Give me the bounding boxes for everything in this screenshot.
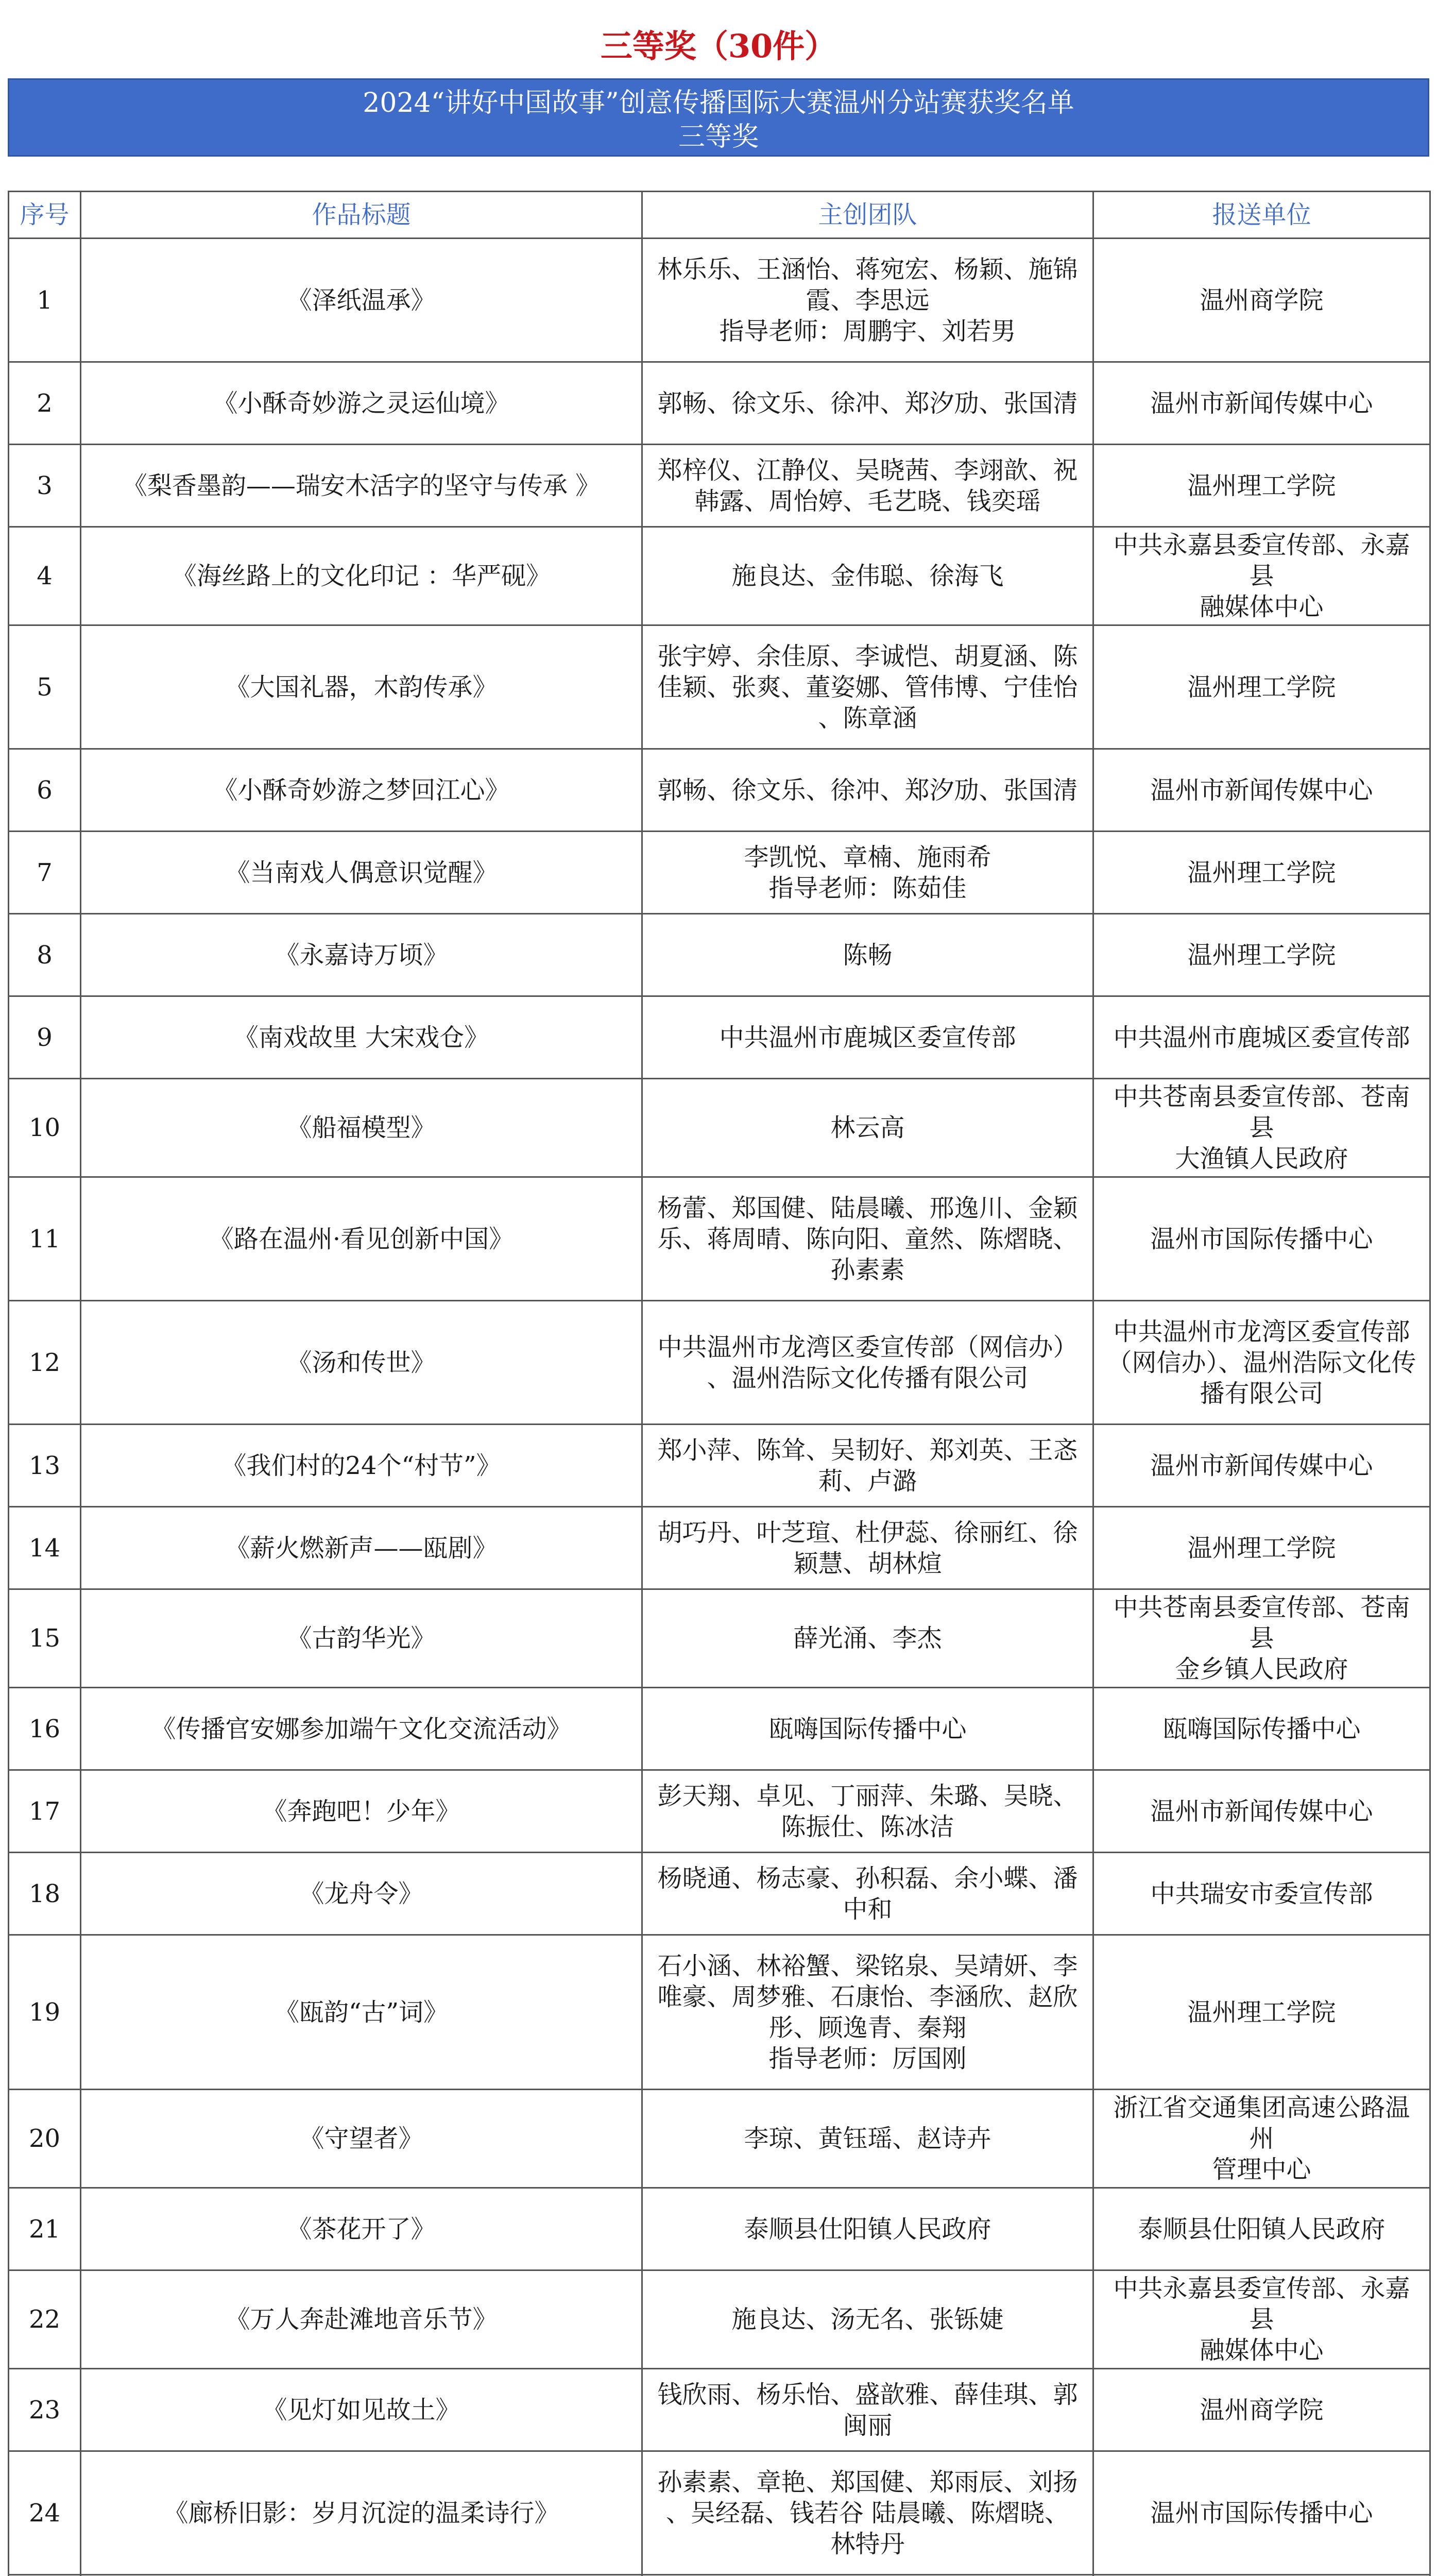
unit-line: 温州理工学院 — [1187, 940, 1336, 970]
cell-team — [642, 996, 1093, 1079]
unit-line: 中共永嘉县委宣传部、永嘉县 — [1113, 531, 1410, 590]
cell-no: 23 — [9, 2369, 81, 2451]
team-line: 杨蕾、郑国健、陆晨曦、邢逸川、金颖 — [657, 1193, 1078, 1223]
cell-team — [642, 2451, 1093, 2575]
unit-line: 浙江省交通集团高速公路温州 — [1113, 2093, 1410, 2153]
table-header-row — [9, 192, 1430, 239]
team-line: 、陈章涵 — [818, 703, 917, 733]
cell-title: 《梨香墨韵——瑞安木活字的坚守与传承 》 — [81, 445, 642, 527]
third-prize-banner — [8, 78, 1429, 157]
cell-unit — [1093, 239, 1430, 362]
cell-no: 8 — [9, 914, 81, 996]
table-row — [9, 2451, 1430, 2575]
cell-title: 《古韵华光》 — [81, 1589, 642, 1688]
team-line: 林特丹 — [830, 2529, 905, 2558]
team-line: 中共温州市鹿城区委宣传部 — [719, 1023, 1016, 1052]
cell-no: 13 — [9, 1425, 81, 1507]
cell-unit — [1093, 625, 1430, 749]
cell-no: 1 — [9, 239, 81, 362]
cell-unit — [1093, 1079, 1430, 1177]
cell-unit — [1093, 2270, 1430, 2369]
cell-title: 《小酥奇妙游之灵运仙境》 — [81, 362, 642, 445]
header-team: 主创团队 — [642, 192, 1093, 239]
cell-title: 《海丝路上的文化印记 ：华严砚》 — [81, 527, 642, 625]
team-line: 郑小萍、陈耸、吴韧好、郑刘英、王忞 — [657, 1435, 1078, 1465]
table-row — [9, 625, 1430, 749]
cell-no: 22 — [9, 2270, 81, 2369]
table-row — [9, 1079, 1430, 1177]
cell-title: 《薪火燃新声——瓯剧》 — [81, 1507, 642, 1589]
team-line: 乐、蒋周晴、陈向阳、童然、陈熠晓、 — [657, 1224, 1078, 1253]
cell-title: 《我们村的24个“村节”》 — [81, 1425, 642, 1507]
table-row — [9, 1177, 1430, 1301]
cell-no: 14 — [9, 1507, 81, 1589]
cell-title: 《茶花开了》 — [81, 2188, 642, 2270]
table-row — [9, 1507, 1430, 1589]
table-row — [9, 1688, 1430, 1770]
cell-unit — [1093, 2369, 1430, 2451]
cell-unit — [1093, 527, 1430, 625]
unit-line: 中共温州市龙湾区委宣传部 — [1113, 1317, 1410, 1346]
cell-title: 《传播官安娜参加端午文化交流活动》 — [81, 1688, 642, 1770]
cell-team — [642, 1079, 1093, 1177]
cell-team — [642, 2090, 1093, 2188]
team-line: 佳颖、张爽、董姿娜、管伟博、宁佳怡 — [657, 672, 1078, 702]
table-row — [9, 445, 1430, 527]
cell-title: 《瓯韵“古”词》 — [81, 1935, 642, 2090]
cell-no: 19 — [9, 1935, 81, 2090]
unit-line: （网信办）、温州浩际文化传 — [1107, 1348, 1416, 1377]
cell-title: 《万人奔赴滩地音乐节》 — [81, 2270, 642, 2369]
cell-unit — [1093, 1507, 1430, 1589]
team-line: 李凯悦、章楠、施雨希 — [744, 842, 991, 872]
unit-line: 金乡镇人民政府 — [1175, 1655, 1348, 1684]
team-line: 施良达、汤无名、张铄婕 — [731, 2305, 1004, 2334]
team-line: 郭畅、徐文乐、徐冲、郑汐劢、张国清 — [657, 388, 1078, 418]
team-line: 郭畅、徐文乐、徐冲、郑汐劢、张国清 — [657, 775, 1078, 805]
cell-title: 《汤和传世》 — [81, 1301, 642, 1425]
cell-no: 3 — [9, 445, 81, 527]
team-line: 陈畅 — [843, 940, 893, 970]
cell-unit — [1093, 362, 1430, 445]
team-line: 闽丽 — [843, 2411, 893, 2440]
table-row — [9, 2369, 1430, 2451]
cell-team — [642, 1507, 1093, 1589]
unit-line: 温州理工学院 — [1187, 858, 1336, 887]
table-row — [9, 2090, 1430, 2188]
table-row — [9, 527, 1430, 625]
cell-unit — [1093, 445, 1430, 527]
cell-team — [642, 749, 1093, 832]
cell-unit — [1093, 2451, 1430, 2575]
team-line: 唯豪、周梦雅、石康怡、李涵欣、赵欣 — [657, 1982, 1078, 2011]
unit-line: 融媒体中心 — [1200, 2336, 1324, 2365]
cell-team — [642, 239, 1093, 362]
table-row — [9, 2270, 1430, 2369]
team-line: 泰顺县仕阳镇人民政府 — [744, 2214, 991, 2244]
cell-title: 《廊桥旧影：岁月沉淀的温柔诗行》 — [81, 2451, 642, 2575]
cell-team — [642, 914, 1093, 996]
cell-team — [642, 1425, 1093, 1507]
unit-line: 管理中心 — [1212, 2155, 1311, 2184]
cell-no: 10 — [9, 1079, 81, 1177]
cell-team — [642, 445, 1093, 527]
cell-title: 《见灯如见故土》 — [81, 2369, 642, 2451]
table-row — [9, 832, 1430, 914]
team-line: 韩露、周怡婷、毛艺晓、钱奕瑶 — [694, 486, 1041, 516]
team-line: 李琼、黄钰瑶、赵诗卉 — [744, 2124, 991, 2153]
cell-title: 《泽纸温承》 — [81, 239, 642, 362]
table-row — [9, 1301, 1430, 1425]
table-row — [9, 1425, 1430, 1507]
table-row — [9, 996, 1430, 1079]
team-line: 林云高 — [830, 1113, 905, 1142]
team-line: 薛光涌、李杰 — [793, 1624, 942, 1653]
team-line: 林乐乐、王涵怡、蒋宛宏、杨颖、施锦 — [657, 255, 1078, 284]
cell-title: 《小酥奇妙游之梦回江心》 — [81, 749, 642, 832]
cell-team — [642, 2270, 1093, 2369]
cell-no: 5 — [9, 625, 81, 749]
unit-line: 融媒体中心 — [1200, 592, 1324, 621]
team-line: 陈振仕、陈冰洁 — [781, 1812, 954, 1841]
unit-line: 温州理工学院 — [1187, 672, 1336, 702]
team-line: 指导老师：厉国刚 — [768, 2044, 967, 2073]
cell-team — [642, 832, 1093, 914]
cell-team — [642, 1853, 1093, 1935]
unit-line: 泰顺县仕阳镇人民政府 — [1138, 2214, 1385, 2244]
cell-unit — [1093, 1935, 1430, 2090]
unit-line: 温州商学院 — [1200, 285, 1324, 315]
cell-unit — [1093, 996, 1430, 1079]
cell-unit — [1093, 2090, 1430, 2188]
header-unit: 报送单位 — [1093, 192, 1430, 239]
table-row — [9, 749, 1430, 832]
cell-no: 18 — [9, 1853, 81, 1935]
cell-title: 《南戏故里 大宋戏仓》 — [81, 996, 642, 1079]
table-row — [9, 1853, 1430, 1935]
cell-no: 4 — [9, 527, 81, 625]
team-line: 张宇婷、余佳原、李诚恺、胡夏涵、陈 — [657, 641, 1078, 671]
cell-unit — [1093, 914, 1430, 996]
cell-no: 9 — [9, 996, 81, 1079]
header-no: 序号 — [9, 192, 81, 239]
cell-team — [642, 1935, 1093, 2090]
cell-no: 17 — [9, 1770, 81, 1853]
table-row — [9, 362, 1430, 445]
cell-unit — [1093, 832, 1430, 914]
unit-line: 温州商学院 — [1200, 2395, 1324, 2425]
table-row — [9, 1770, 1430, 1853]
cell-team — [642, 1589, 1093, 1688]
cell-title: 《大国礼器，木韵传承》 — [81, 625, 642, 749]
table-row — [9, 914, 1430, 996]
cell-team — [642, 1177, 1093, 1301]
team-line: 孙素素 — [830, 1255, 905, 1284]
unit-line: 大渔镇人民政府 — [1175, 1144, 1348, 1173]
team-line: 彭天翔、卓见、丁丽萍、朱璐、吴晓、 — [657, 1781, 1078, 1810]
team-line: 指导老师：陈茹佳 — [768, 873, 967, 903]
cell-team — [642, 362, 1093, 445]
team-line: 颖慧、胡林煊 — [793, 1549, 942, 1578]
team-line: 孙素素、章艳、郑国健、郑雨辰、刘扬 — [657, 2467, 1078, 2497]
cell-title: 《永嘉诗万顷》 — [81, 914, 642, 996]
cell-title: 《奔跑吧！少年》 — [81, 1770, 642, 1853]
team-line: 莉、卢潞 — [818, 1466, 917, 1496]
unit-line: 温州市国际传播中心 — [1150, 2498, 1373, 2528]
team-line: 彤、顾逸青、秦翔 — [768, 2013, 967, 2042]
table-row — [9, 1589, 1430, 1688]
team-line: 郑梓仪、江静仪、吴晓茜、李翊歆、祝 — [657, 455, 1078, 485]
unit-line: 播有限公司 — [1200, 1379, 1324, 1408]
cell-no: 20 — [9, 2090, 81, 2188]
cell-unit — [1093, 1688, 1430, 1770]
unit-line: 中共苍南县委宣传部、苍南县 — [1113, 1593, 1410, 1653]
table-row — [9, 1935, 1430, 2090]
cell-team — [642, 2188, 1093, 2270]
cell-team — [642, 1301, 1093, 1425]
cell-no: 21 — [9, 2188, 81, 2270]
team-line: 瓯嗨国际传播中心 — [768, 1714, 967, 1743]
team-line: 、温州浩际文化传播有限公司 — [707, 1363, 1029, 1393]
cell-title: 《路在温州·看见创新中国》 — [81, 1177, 642, 1301]
cell-team — [642, 2369, 1093, 2451]
unit-line: 中共瑞安市委宣传部 — [1150, 1879, 1373, 1908]
third-prize-heading: 三等奖（30件） — [600, 27, 837, 65]
cell-team — [642, 1688, 1093, 1770]
cell-title: 《船福模型》 — [81, 1079, 642, 1177]
team-line: 钱欣雨、杨乐怡、盛歆雅、薛佳琪、郭 — [657, 2380, 1078, 2409]
unit-line: 温州市新闻传媒中心 — [1150, 1451, 1373, 1480]
cell-no: 6 — [9, 749, 81, 832]
cell-unit — [1093, 2188, 1430, 2270]
unit-line: 温州理工学院 — [1187, 471, 1336, 500]
unit-line: 中共苍南县委宣传部、苍南县 — [1113, 1082, 1410, 1142]
cell-unit — [1093, 1770, 1430, 1853]
header-title: 作品标题 — [81, 192, 642, 239]
cell-unit — [1093, 1589, 1430, 1688]
banner-title: 2024“讲好中国故事”创意传播国际大赛温州分站赛获奖名单 — [363, 88, 1074, 118]
cell-no: 24 — [9, 2451, 81, 2575]
cell-no: 2 — [9, 362, 81, 445]
cell-no: 15 — [9, 1589, 81, 1688]
cell-unit — [1093, 1301, 1430, 1425]
cell-no: 12 — [9, 1301, 81, 1425]
third-prize-table — [8, 191, 1431, 2576]
cell-title: 《龙舟令》 — [81, 1853, 642, 1935]
unit-line: 温州市国际传播中心 — [1150, 1224, 1373, 1253]
table-row — [9, 239, 1430, 362]
team-line: 中和 — [843, 1894, 893, 1924]
cell-title: 《当南戏人偶意识觉醒》 — [81, 832, 642, 914]
cell-unit — [1093, 1177, 1430, 1301]
team-line: 施良达、金伟聪、徐海飞 — [731, 562, 1004, 590]
cell-no: 16 — [9, 1688, 81, 1770]
team-line: 指导老师：周鹏宇、刘若男 — [719, 316, 1016, 346]
unit-line: 温州市新闻传媒中心 — [1150, 388, 1373, 418]
unit-line: 瓯嗨国际传播中心 — [1162, 1714, 1361, 1743]
unit-line: 温州理工学院 — [1187, 1997, 1336, 2027]
team-line: 杨晓通、杨志豪、孙积磊、余小蝶、潘 — [657, 1863, 1078, 1893]
team-line: 中共温州市龙湾区委宣传部（网信办） — [657, 1332, 1078, 1362]
team-line: 霞、李思远 — [806, 285, 930, 315]
cell-unit — [1093, 1853, 1430, 1935]
cell-title: 《守望者》 — [81, 2090, 642, 2188]
cell-unit — [1093, 749, 1430, 832]
unit-line: 温州理工学院 — [1187, 1533, 1336, 1563]
cell-team — [642, 625, 1093, 749]
banner-subtitle: 三等奖 — [678, 122, 759, 152]
cell-team — [642, 1770, 1093, 1853]
unit-line: 中共温州市鹿城区委宣传部 — [1113, 1023, 1410, 1052]
team-line: 胡巧丹、叶芝瑄、杜伊蕊、徐丽红、徐 — [657, 1518, 1078, 1547]
team-line: 、吴经磊、钱若谷 陆晨曦、陈熠晓、 — [665, 2498, 1070, 2528]
cell-unit — [1093, 1425, 1430, 1507]
cell-no: 11 — [9, 1177, 81, 1301]
unit-line: 中共永嘉县委宣传部、永嘉县 — [1113, 2274, 1410, 2334]
cell-no: 7 — [9, 832, 81, 914]
team-line: 石小涵、林裕蟹、梁铭泉、吴靖妍、李 — [657, 1951, 1078, 1980]
table-row — [9, 2188, 1430, 2270]
unit-line: 温州市新闻传媒中心 — [1150, 775, 1373, 805]
cell-team — [642, 527, 1093, 625]
unit-line: 温州市新闻传媒中心 — [1150, 1797, 1373, 1826]
